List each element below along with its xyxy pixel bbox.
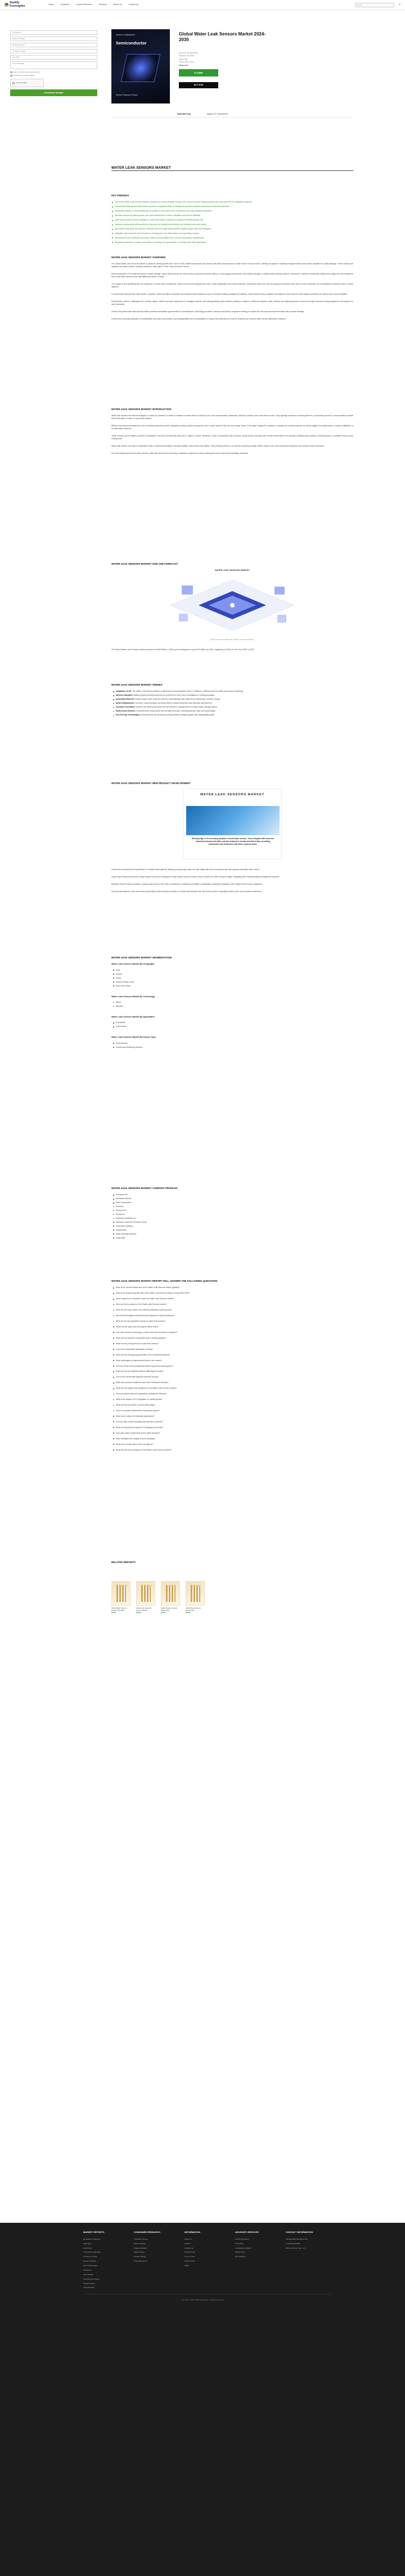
segment-list: [111, 1001, 353, 1008]
related-report-card[interactable]: [161, 1581, 180, 1614]
company-profiles-section: [111, 1187, 353, 1241]
segment-item: Residential: [111, 1021, 353, 1024]
cover-logo: STELLIFY FORESIGHTS: [116, 34, 136, 36]
footer-link[interactable]: Refund Policy: [184, 2260, 196, 2263]
trend-name: Automated Shut-off:: [116, 698, 134, 701]
cover-title: Semiconductor: [116, 40, 147, 46]
questions-section: [111, 1280, 353, 1454]
footer-column-title: MARKET REPORTS: [83, 2231, 105, 2233]
introduction-paragraph: These sensors can be battery powered or hardwired, and they communicate using Wi-Fi, Zigbee, Z-Wave, Bluetooth, LoRa or proprietary radio protocols. Many modern products also monitor temperature and humidity, enabling early warning of freezing pipes or conditions that promote mold growth.: [111, 435, 353, 440]
full-name-field[interactable]: Full Name*: [10, 30, 97, 35]
product-meta: [179, 52, 269, 67]
size-forecast-heading: WATER LEAK SENSORS MARKET SIZE AND FORECAST: [111, 562, 178, 565]
overview-paragraph: Furthermore, growing emphasis on sustainability and water conservation is prompting utilities and municipalities to explore leak detection as a tool for reducing non-revenue water across distribution networks.: [111, 317, 286, 320]
nav-about[interactable]: About Us: [113, 3, 122, 6]
job-title-field[interactable]: Job Title*: [10, 55, 97, 60]
related-report-title[interactable]: Global Water Sensors Market 2024-2030: [111, 1607, 127, 1612]
segment-item: Commercial: [111, 1025, 353, 1028]
trend-text: Pairing sensors with motorized valves to automatically stop water flow is becoming a common feature.: [134, 698, 221, 701]
question-item: What new product innovations have been introduced recently?: [111, 1381, 353, 1384]
trend-name: Integration of IoT:: [116, 690, 132, 693]
segments-body: [111, 963, 353, 1048]
question-item: What strategies are leading vendors adopting?: [111, 1438, 353, 1440]
segment-item: Rest of the World: [111, 985, 353, 988]
question-item: How are partnerships and acquisitions shaping the industry?: [111, 1393, 353, 1395]
company-item: Waxman Consumer Products Group: [111, 1221, 353, 1224]
trends-list: [111, 690, 353, 717]
footer-link[interactable]: Terms of Use: [184, 2255, 195, 2258]
footer-link[interactable]: sales@stellifyforesights.com: [286, 2237, 308, 2240]
tab-description[interactable]: DESCRIPTION: [177, 113, 191, 118]
segment-item: Point Sensors: [111, 1042, 353, 1045]
segment-item: China: [111, 977, 353, 980]
company-field[interactable]: Company Name*: [10, 49, 97, 53]
company-item: Pentair plc: [111, 1213, 353, 1216]
segmentation-heading: WATER LEAK SENSORS MARKET SEGMENTATION: [111, 956, 172, 959]
overview-paragraph: Rising awareness of the financial impact of water damage, which ranks among the most common property insurance claims, is encouraging homeowners and facility managers to deploy early-warning systems. Advances in wireless connectivity, battery technology and cloud platforms have made these devices more affordable and easier to install.: [111, 273, 353, 278]
trends-section: [111, 683, 353, 718]
key-findings-list: [111, 201, 353, 244]
logo-line-2: Foresights: [10, 4, 25, 8]
footer-link[interactable]: Contact Us: [184, 2246, 194, 2249]
trend-item: [111, 702, 353, 705]
question-item: How are technological advancements shaping the market landscape?: [111, 1314, 353, 1317]
sample-request-form: [10, 30, 97, 96]
footer-link[interactable]: Consulting: [235, 2242, 244, 2245]
related-report-thumbnail[interactable]: [136, 1581, 155, 1606]
title-divider: [111, 170, 353, 171]
logo-mark-icon: [4, 3, 8, 7]
segment-title: Water Leak Sensors Market By Geography: [111, 963, 155, 966]
footer-link[interactable]: Product Testing: [134, 2255, 146, 2258]
report-cover-image: [111, 29, 170, 103]
footer-link[interactable]: Pricing Research: [134, 2260, 147, 2263]
key-finding-item: Wireless sensors are gaining share over wired variants due to easier installation and retrofit suitability.: [111, 214, 353, 217]
question-item: How does water conservation policy affect demand?: [111, 1432, 353, 1435]
key-finding-item: Residential adoption is accelerating with the growth of connected home ecosystems and voice-assistant integration.: [111, 210, 353, 213]
footer-link[interactable]: Energy & Power: [83, 2260, 96, 2263]
question-item: What challenges do manufacturers face in the market?: [111, 1359, 353, 1362]
key-findings-section: [111, 194, 353, 246]
consent-text-2: I would like to receive updates: [13, 74, 34, 77]
trend-item: [111, 710, 353, 713]
company-item: Aquamonitor: [111, 1229, 353, 1232]
question-item: What are the future prospects of the Water Leak Sensors market?: [111, 1449, 353, 1452]
footer-column-title: CONTACT INFORMATION: [286, 2231, 313, 2233]
segment-group: [111, 1036, 353, 1048]
nav-custom-research[interactable]: Custom Research: [76, 3, 92, 6]
trend-text: Manufacturers are developing energy-efficient designs aligned with sustainability goals.: [141, 714, 215, 716]
footer-column: [134, 2231, 168, 2291]
size-forecast-section: [111, 562, 353, 656]
related-report-price: $3,850: [136, 1611, 141, 1614]
segment-list: [111, 1021, 353, 1028]
introduction-paragraph: Water leak sensors are used in residential homes, commercial buildings, industrial facilities, data centers and utilities. Their primary purpose is to minimize property damage, reduce repair costs, prevent business disruption and conserve water resources.: [111, 445, 325, 447]
company-item: Honeywell Inc.: [111, 1194, 353, 1196]
overview-paragraph: The market is also benefiting from the expansion of smart home ecosystems, where leak sensors integrate with hubs, mobile applications and voice assistants. Automated responses, such as closing a motorized valve when a leak is detected, are increasing the perceived value of these systems.: [111, 283, 353, 289]
key-finding-item: Insurance partnerships offering premium discounts for installed leak detection are boosting consumer uptake.: [111, 223, 353, 226]
introduction-paragraph: As connectivity improves and prices decline, water leak sensors are becoming a standard component of smart building and home automation strategies worldwide.: [111, 452, 249, 454]
related-reports-heading: RELATED REPORTS: [111, 1561, 136, 1564]
companies-list: [111, 1194, 353, 1239]
segment-group: [111, 963, 353, 987]
trend-name: Eco Friendly Technologies:: [116, 714, 141, 716]
introduction-paragraph: Water leak sensors are devices designed to detect the presence of water or moisture in areas where it should not be, such as basements, bathrooms, kitchens, laundry rooms and server rooms. They typically consist of a sensing element, a processing unit and a communication module that sends alerts to users or connected systems.: [111, 415, 353, 420]
size-paragraph: The Global Water Leak Sensors market accounted for $XX Billion in 2023 and is anticipated to reach $XX Billion by 2030, registering a CAGR of XX% from 2024 to 2030.: [111, 648, 255, 651]
related-report-title[interactable]: Global Flood Sensors Market 2024: [186, 1607, 201, 1612]
trend-text: Combined leak, temperature and humidity sensing is increasing device value and functionality.: [136, 710, 216, 713]
company-item: Water Warning Systems: [111, 1233, 353, 1236]
key-finding-item: Spot sensors dominate unit volumes, whereas zone and cable-based systems capture higher value per installation.: [111, 228, 353, 231]
company-item: Emerson: [111, 1205, 353, 1208]
new-product-paragraph: Several manufacturers have announced partnerships with insurance providers to bundle leak detection kits with home policies, expanding market reach and consumer awareness.: [111, 890, 262, 893]
question-item: What are the growth prospects in emerging economies?: [111, 1426, 353, 1429]
captcha-widget[interactable]: [10, 79, 44, 87]
copyright: Copyright © 2024 Stellify Foresights. All Rights Reserved.: [181, 2299, 224, 2301]
segment-item: Asia Excluding China: [111, 981, 353, 984]
water-sensor-photo: [186, 806, 280, 835]
question-item: What are the key regulatory factors affecting the market?: [111, 1370, 353, 1373]
nav-home[interactable]: Home: [48, 3, 54, 6]
trend-item: [111, 694, 353, 697]
introduction-section: [111, 408, 353, 460]
new-product-heading: WATER LEAK SENSORS MARKET NEW PRODUCT DEVELOPMENT: [111, 782, 191, 785]
overview-section: [111, 256, 353, 325]
phone-field[interactable]: Phone Number*: [10, 43, 97, 47]
question-item: What are the supply chain dynamics in the Water Leak Sensors market?: [111, 1387, 353, 1390]
trend-item: [111, 698, 353, 701]
message-field[interactable]: Your Message: [10, 61, 97, 69]
footer-column: [286, 2231, 320, 2291]
key-finding-item: Manufacturers are investing in low-power radios and long battery life to reduce maintenance requirements.: [111, 237, 353, 240]
related-reports-list: [111, 1581, 353, 1614]
price-label: Single User: [179, 64, 188, 66]
question-item: How are smart home ecosystems influencing product development?: [111, 1365, 353, 1368]
footer-link[interactable]: FAQs: [184, 2264, 189, 2267]
chip-illustration: [121, 54, 161, 82]
search-input[interactable]: Search: [355, 3, 394, 7]
consent-row-2: [10, 74, 97, 76]
segment-item: Continuous Monitoring Sensors: [111, 1046, 353, 1049]
footer-link[interactable]: Competitive Analysis: [235, 2246, 251, 2249]
related-report-card[interactable]: [111, 1581, 130, 1614]
trend-name: Insurance Incentives:: [116, 706, 136, 709]
page-title: WATER LEAK SENSORS MARKET: [111, 166, 171, 170]
tab-divider: [111, 117, 353, 118]
footer-link[interactable]: Brand Tracking: [134, 2242, 146, 2245]
market-size-figure: [148, 569, 317, 640]
question-item: How does wireless technology compare with wired solutions in adoption?: [111, 1331, 353, 1334]
segment-title: Water Leak Sensors Market By Application: [111, 1015, 155, 1018]
price-add-to-cart-button[interactable]: $ 3,850: [179, 69, 218, 76]
tab-table-of-contents[interactable]: TABLE OF CONTENTS: [206, 113, 228, 115]
meta-pages: Pages: 180: [179, 57, 188, 60]
overview-heading: WATER LEAK SENSORS MARKET OVERVIEW: [111, 256, 166, 259]
logo[interactable]: [4, 2, 37, 8]
introduction-paragraph: Different sensing technologies are used, including conductive probes, capacitive sensing, optical sensing and rope or cable sensors that can cover larger areas. Once water bridges the contacts or changes the sensed property, the device triggers an audible alarm, a mobile notification or an automated response.: [111, 425, 353, 430]
footer-link[interactable]: Automotive: [83, 2246, 92, 2249]
product-title: Global Water Leak Sensors Market 2024-2030: [179, 31, 266, 43]
footer-link[interactable]: Agriculture: [83, 2242, 92, 2245]
trend-text: The Water Leak Sensors Market is witnessing strong integration with IoT platforms, enabling real-time alerts and remote monitoring.: [132, 690, 244, 693]
company-item: Flood Alert Systems: [111, 1225, 353, 1228]
company-item: Schneider Electric: [111, 1197, 353, 1200]
footer-link[interactable]: Chemicals & Materials: [83, 2251, 101, 2254]
buy-now-button[interactable]: BUY NOW: [179, 82, 218, 88]
company-item: Hydrotech Systems, Inc.: [111, 1217, 353, 1220]
overview-body: [111, 263, 353, 320]
new-product-body: [111, 868, 353, 893]
trend-text: Battery-powered wireless sensors are preferred for their ease of installation in existing buildings.: [133, 694, 215, 697]
figure-heading: WATER LEAK SENSORS MARKET: [215, 569, 250, 572]
nav-services[interactable]: Services: [98, 3, 107, 6]
footer-link[interactable]: Privacy Policy: [184, 2251, 196, 2254]
question-item: Which regions are expected to lead the Water Leak Sensors market?: [111, 1298, 353, 1300]
question-item: What is the projected growth rate of the Water Leak Sensors market during 2024-2030?: [111, 1292, 353, 1295]
consent-checkbox-2[interactable]: [10, 75, 12, 77]
footer-column-title: ADVISORY SERVICES: [235, 2231, 259, 2233]
company-item: Eaton Corporation: [111, 1201, 353, 1204]
footer-link[interactable]: Custom Research: [235, 2237, 249, 2240]
nav-contact[interactable]: Contact Us: [128, 3, 139, 6]
meta-published: Published: Jan 2024: [179, 55, 195, 57]
overview-paragraph: Overall, the global water leak sensors market presents substantial opportunities for manufacturers, technology providers, insurers and service companies seeking to reduce the economic and environmental costs of water damage.: [111, 310, 305, 313]
question-item: What are the emerging opportunities in the residential segment?: [111, 1354, 353, 1357]
footer-link[interactable]: Industrial Automation: [83, 2277, 100, 2280]
footer-column: [83, 2231, 117, 2291]
question-item: What are the pricing trends for water leak sensors?: [111, 1343, 353, 1345]
captcha-label: I'm not a robot: [16, 82, 27, 84]
footer-link[interactable]: About Us: [184, 2237, 192, 2240]
segment-group: [111, 996, 353, 1008]
segment-item: Wired: [111, 1001, 353, 1004]
question-item: How is the commercial segment expected to grow?: [111, 1376, 353, 1379]
site-header: [0, 0, 405, 10]
segment-item: Wireless: [111, 1005, 353, 1008]
footer-column: [184, 2231, 218, 2291]
related-report-card[interactable]: [136, 1581, 155, 1614]
key-finding-item: North America leads current installations, while Asia Pacific is expected to register the fastest growth rate.: [111, 219, 353, 222]
company-item: LeakSmart: [111, 1237, 353, 1240]
footer-column-title: INFORMATION: [184, 2231, 200, 2233]
footer-link[interactable]: Careers: [184, 2242, 191, 2245]
meta-report-id: Report ID: SF-SEM-1245: [179, 52, 198, 54]
new-product-section: [111, 782, 353, 898]
footer-link[interactable]: Healthcare: [83, 2268, 92, 2271]
site-footer: [0, 2223, 405, 2576]
footer-link[interactable]: Due Diligence: [235, 2255, 246, 2258]
footer-link[interactable]: Consumer Survey: [134, 2237, 148, 2240]
trend-text: Insurers are offering discounts and free devices to policyholders to reduce water damage claims.: [136, 706, 218, 709]
introduction-heading: WATER LEAK SENSORS MARKET INTRODUCTION: [111, 408, 172, 411]
question-item: How are data centers adopting leak detection solutions?: [111, 1421, 353, 1424]
related-report-price: $3,850: [111, 1611, 116, 1614]
footer-columns: [0, 2223, 405, 2291]
isometric-chip-illustration: [148, 574, 317, 636]
key-finding-item: Commercial buildings and data centers represent a significant share of demand as operators prioritize protection of critical infrastructure.: [111, 205, 353, 208]
related-report-thumbnail[interactable]: [111, 1581, 130, 1606]
trend-name: Wireless Adoption:: [116, 694, 133, 697]
nav-industries[interactable]: Industries: [60, 3, 70, 6]
related-report-thumbnail[interactable]: [186, 1581, 205, 1606]
footer-link[interactable]: Semiconductor: [83, 2282, 95, 2285]
cover-subtitle: Market Research Report: [116, 93, 138, 96]
questions-list: [111, 1286, 353, 1451]
key-finding-item: Integration with automatic shut-off valves is emerging as a key differentiator among leading vendors.: [111, 232, 353, 235]
search-icon[interactable]: ⌕: [399, 2, 400, 6]
logo-line-1: Stellify: [10, 1, 20, 5]
footer-column-title: CONSUMER RESEARCH: [134, 2231, 160, 2233]
question-item: What are the major drivers and restraints affecting market growth?: [111, 1309, 353, 1312]
overview-paragraph: In commercial environments, data centers, hospitals, hotels and office complexes use networked leak detection as part of broader building management systems. Cable-based sensors capable of locating the exact point of a leak along a perimeter are widely used in these facilities.: [111, 293, 348, 295]
question-item: What is the current market size of the Water Leak Sensors market globally?: [111, 1286, 353, 1289]
trend-name: Smart Infrastructure:: [116, 702, 135, 705]
segment-title: Water Leak Sensors Market By Sensor Type: [111, 1036, 156, 1039]
figure-caption: Water Leak Sensors Market Size, Share, Trends and Forecast: [210, 638, 254, 641]
footer-link[interactable]: +1 (000) 000-0000: [286, 2242, 300, 2245]
key-finding-item: The Global Water Leak Sensors Market is projected to expand steadily through 2030, driven by smart building adoption and insurance-led risk mitigation programs.: [111, 201, 353, 204]
trend-item: [111, 706, 353, 709]
related-report-title[interactable]: Global Leak Detection Systems Market: [136, 1607, 152, 1612]
related-report-title[interactable]: Global Moisture Sensor Market 2024: [161, 1607, 178, 1612]
footer-link[interactable]: Consumer Goods: [83, 2255, 97, 2258]
email-field[interactable]: Business Email*: [10, 37, 97, 41]
questions-heading: WATER LEAK SENSORS MARKET REPORT WILL ANSWER THE FOLLOWING QUESTIONS: [111, 1280, 218, 1282]
segment-group: [111, 1016, 353, 1028]
key-findings-heading: KEY FINDINGS: [111, 194, 129, 197]
main-nav: [48, 3, 138, 6]
meta-format: Format: PDF / Excel: [179, 61, 195, 64]
question-item: What is the outlook for industrial applications?: [111, 1415, 353, 1418]
question-item: How do consumer preferences vary across regions?: [111, 1409, 353, 1412]
trend-item: [111, 714, 353, 717]
question-item: What are the key application areas for water leak sensors?: [111, 1320, 353, 1323]
company-profiles-heading: WATER LEAK SENSORS MARKET COMPANY PROFILES: [111, 1187, 178, 1190]
question-item: Who are the key players in the Water Leak Sensors market?: [111, 1303, 353, 1306]
trend-item: [111, 690, 353, 693]
related-reports-section: [111, 1561, 353, 1614]
overview-paragraph: The Global Water Leak Sensors Market is poised for steady growth from 2024 to 2030. Water leak sensors are devices that detect the presence of water where it should not be, alerting occupants or building managers before minor leaks escalate into costly damage. These sensors are installed near water heaters, washing machines, sinks, pipes, HVAC units and server rooms.: [111, 263, 353, 268]
winning-edge-infographic: [183, 789, 282, 859]
related-report-price: $3,850: [186, 1611, 191, 1614]
captcha-checkbox[interactable]: [12, 82, 15, 84]
segment-list: [111, 969, 353, 988]
question-item: What are the key trends in sensor technology?: [111, 1404, 353, 1407]
related-report-thumbnail[interactable]: [161, 1581, 180, 1606]
segment-item: USA: [111, 969, 353, 972]
new-product-paragraph: Bluwater Smart Products unveiled a compact spot sensor with built-in temperature monitoring and Matter compatibility, simplifying integration with multiple smart home ecosystems.: [111, 883, 263, 886]
new-product-paragraph: HydroGuard Systems launched a cable-based zone sensor designed for data centers that can locate a leak to within one meter along its length, integrating with existing building management systems.: [111, 876, 280, 879]
question-item: What is the impact of IoT integration on market growth?: [111, 1398, 353, 1401]
question-item: What role do insurance companies play in driving adoption?: [111, 1337, 353, 1340]
footer-column: [235, 2231, 269, 2291]
introduction-body: [111, 415, 353, 455]
footer-link[interactable]: Aerospace & Defense: [83, 2237, 101, 2240]
footer-link[interactable]: ICT & Media: [83, 2273, 93, 2276]
question-item: How is the competitive landscape evolving?: [111, 1348, 353, 1351]
segment-title: Water Leak Sensors Market By Technology: [111, 995, 155, 998]
trends-heading: WATER LEAK SENSORS MARKET TRENDS: [111, 683, 163, 686]
new-product-paragraph: LeakTronics introduced the AquaSentry Pro wireless leak detector, featuring a long-range radio, ten-year battery life and a companion app that supports automatic valve control.: [111, 868, 260, 871]
related-report-price: $3,850: [161, 1611, 166, 1614]
infographic-title: WATER LEAK SENSORS MARKET: [200, 793, 265, 797]
segment-list: [111, 1042, 353, 1049]
footer-link[interactable]: Food & Beverages: [83, 2264, 98, 2267]
question-item: What is the market share of the top players?: [111, 1443, 353, 1446]
footer-link[interactable]: Market Entry: [235, 2251, 245, 2254]
footer-link[interactable]: Transportation: [83, 2286, 94, 2289]
related-report-card[interactable]: [186, 1581, 205, 1614]
infographic-text: Winning Edge is the increasing adoption of smart water sensors. These integrate with home and industrial networks and utilize real-time analysis to monitor and detect leaks, providing homeowners and businesses with faster response times.: [192, 837, 274, 845]
trend-name: Multi-sensor Devices:: [116, 710, 136, 713]
consent-row-1: [10, 71, 97, 73]
footer-link[interactable]: Working Hours: Mon - Fri: [286, 2246, 305, 2249]
footer-link[interactable]: Market Sizing: [134, 2251, 145, 2254]
footer-link[interactable]: Usage & Attitude: [134, 2246, 147, 2249]
overview-paragraph: Despite these drivers, challenges such as false alarms, limited consumer awareness in emerging markets, and interoperability issues between platforms continue to influence adoption rates. Vendors are addressing these concerns through improved sensing algorithms and support for open standards.: [111, 300, 353, 305]
segmentation-section: [111, 956, 353, 1057]
download-sample-button[interactable]: Download Sample: [10, 89, 97, 96]
question-item: Which sensor types hold the largest market share?: [111, 1326, 353, 1328]
segment-item: Europe: [111, 973, 353, 976]
company-item: Siemens AG: [111, 1209, 353, 1212]
consent-checkbox-1[interactable]: [10, 71, 12, 74]
consent-text-1: I agree to the privacy policy and terms: [13, 71, 40, 73]
key-finding-item: Regulatory emphasis on water conservation is creating new opportunities in municipal and utility applications.: [111, 241, 353, 244]
trend-text: Growth in smart buildings and smart cities is driving networked leak detection deployments.: [135, 702, 213, 705]
